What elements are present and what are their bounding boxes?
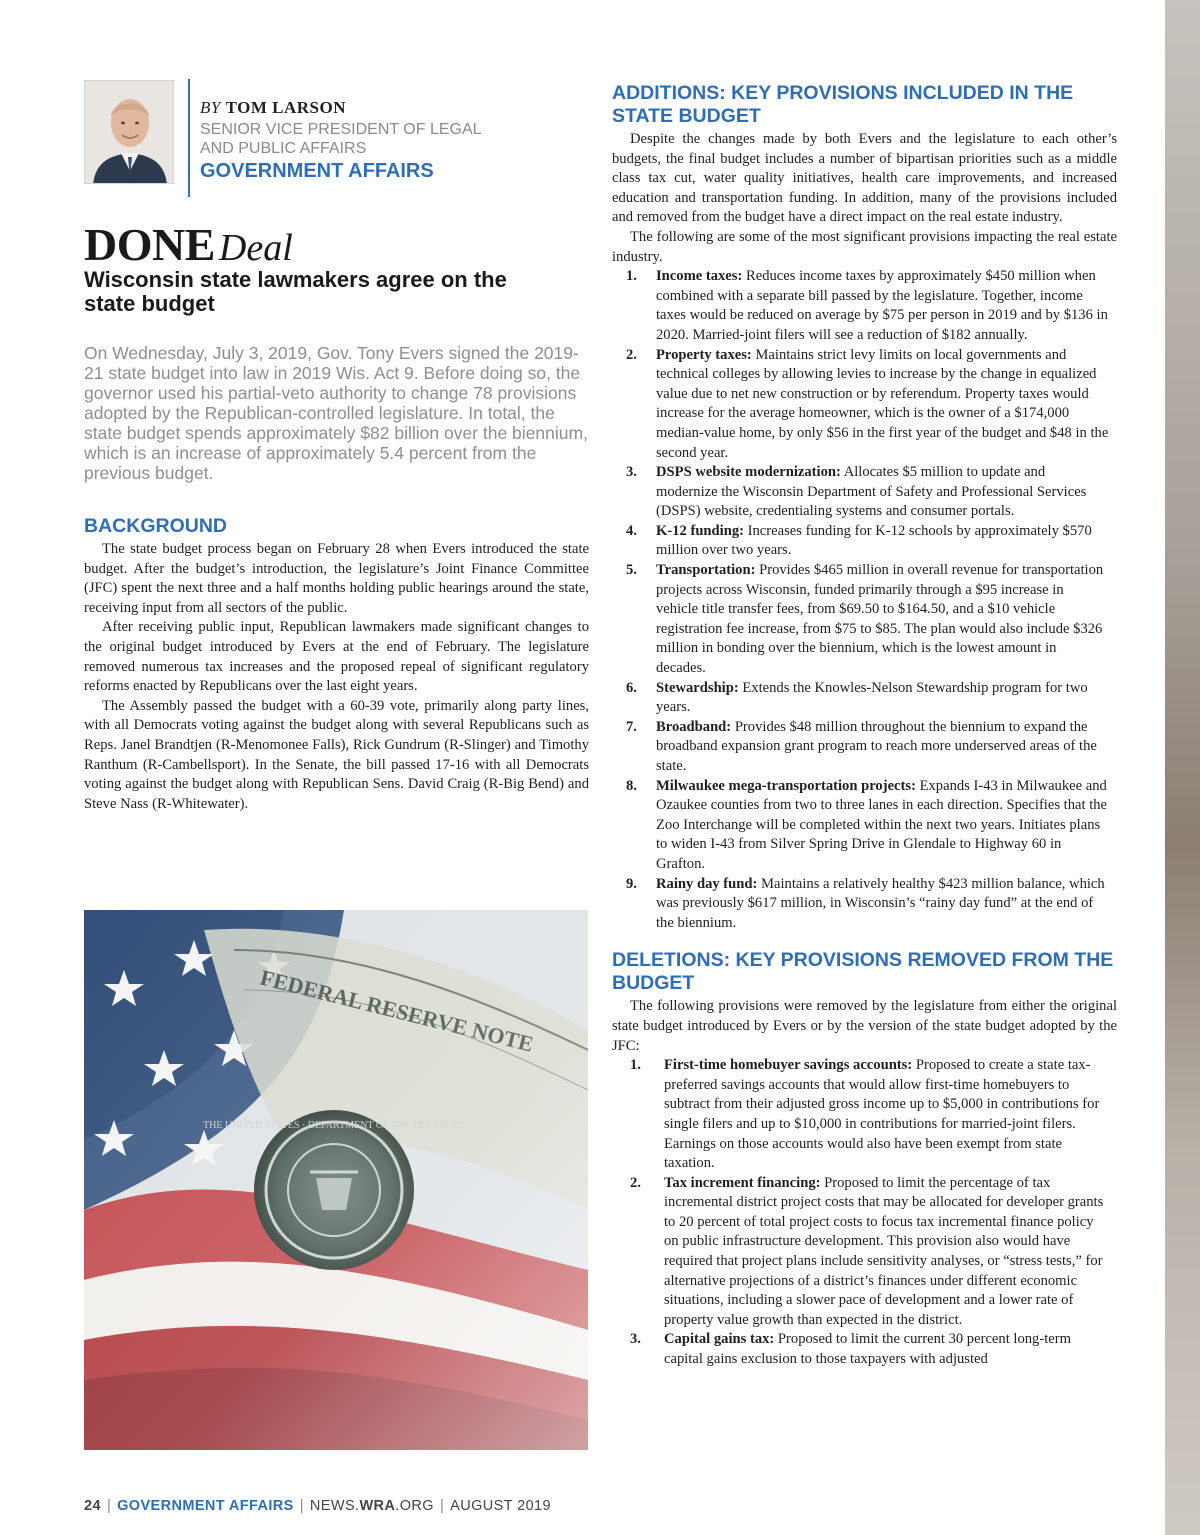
item-title: Stewardship: xyxy=(656,679,739,696)
item-title: Capital gains tax: xyxy=(664,1331,775,1348)
item-title: Income taxes: xyxy=(656,268,743,285)
footer-separator: | xyxy=(299,1498,304,1514)
item-description: Provides $465 million in overall revenue for transportation projects across Wisconsin, funded primarily through a $95 increase in vehicle title transfer fees, from $69.50 to $164.50, and a $10 vehicle registration fee increase, from $75 to $85. The plan would also include $326 million in bonding over the biennium, which is the lowest amount in decades. xyxy=(656,562,1104,677)
list-item xyxy=(612,875,1117,934)
item-text xyxy=(656,346,1117,464)
item-number: 3. xyxy=(630,1331,641,1348)
page-number: 24 xyxy=(84,1498,101,1514)
item-description: Provides $48 million throughout the biennium to expand the broadband expansion grant program to reach more underserved areas of the state. xyxy=(656,718,1097,774)
item-text xyxy=(656,875,1117,934)
background-paragraph-3: The Assembly passed the budget with a 60-39 vote, primarily along party lines, with all Democrats voting against the budget along with several Republicans such as Reps. Janel Brandtjen (R-Menomonee Falls), Rick Gundrum (R-Slinger) and Timothy Ranthum (R-Cambellsport). In the Senate, the bill passed 17-16 with all Democrats voting against the budget along with Republican Sens. David Craig (R-Big Bend) and Steve Nass (R-Whitewater). xyxy=(84,697,589,812)
item-number: 5. xyxy=(626,562,637,579)
flag-and-currency-photo xyxy=(84,910,588,1450)
right-column xyxy=(612,82,1117,1370)
additions-paragraph-2: The following are some of the most significant provisions impacting the real estate industry. xyxy=(612,228,1117,265)
item-text xyxy=(656,718,1117,777)
list-item xyxy=(612,463,1117,522)
item-title: Property taxes: xyxy=(656,346,752,363)
item-text xyxy=(656,679,1117,718)
item-number: 1. xyxy=(626,268,637,285)
footer-date: AUGUST 2019 xyxy=(450,1498,551,1514)
item-number: 7. xyxy=(626,718,637,735)
item-text xyxy=(656,561,1117,679)
item-number: 1. xyxy=(630,1057,641,1074)
list-item xyxy=(612,679,1117,718)
list-item xyxy=(612,522,1117,561)
background-section xyxy=(84,515,589,814)
item-text xyxy=(664,1174,1117,1331)
department-label: GOVERNMENT AFFAIRS xyxy=(200,160,434,182)
footer-site-suffix: .ORG xyxy=(395,1498,434,1514)
item-title: Broadband: xyxy=(656,718,732,735)
deletions-paragraph-1: The following provisions were removed by the legislature from either the original state budget introduced by Evers or by the version of the state budget adopted by the JFC: xyxy=(612,998,1117,1054)
item-description: Proposed to limit the percentage of tax incremental district project costs that may be allocated for developer grants to 20 percent of total project costs to focus tax incremental finance policy on public infrastructure development. This provision also would have required that project plans include sensitivity analyses, or “stress tests,” for alternative projections of a district’s finances under different economic situations, including a slower pace of development and a lower rate of property value growth than expected in the district. xyxy=(664,1174,1104,1328)
background-paragraph-1: The state budget process began on February 28 when Evers introduced the state budget. After the budget’s introduction, the legislature’s Joint Finance Committee (JFC) spent the next three and a half months holding public hearings around the state, receiving input from all sectors of the public. xyxy=(84,541,589,616)
item-number: 9. xyxy=(626,875,637,892)
item-number: 6. xyxy=(626,679,637,696)
item-description: Extends the Knowles-Nelson Stewardship program for two years. xyxy=(656,679,1088,716)
list-item xyxy=(612,718,1117,777)
byline-author xyxy=(200,98,540,118)
item-text xyxy=(664,1056,1117,1174)
footer-separator: | xyxy=(439,1498,445,1514)
item-description: Maintains a relatively healthy $423 million balance, which was previously $617 million, in Wisconsin’s “rainy day fund” at the end of the biennium. xyxy=(656,875,1105,931)
item-number: 8. xyxy=(626,777,637,794)
byline-by: BY xyxy=(200,98,221,117)
item-title: K-12 funding: xyxy=(656,522,744,539)
item-description: Proposed to limit the current 30 percent long-term capital gains exclusion to those taxpayers with adjusted xyxy=(664,1331,1071,1368)
list-item xyxy=(612,346,1117,464)
deletions-heading: DELETIONS: KEY PROVISIONS REMOVED FROM THE BUDGET xyxy=(612,949,1114,995)
headline-italic: Deal xyxy=(218,227,293,269)
list-item xyxy=(612,1174,1117,1331)
background-paragraph-2: After receiving public input, Republican lawmakers made significant changes to the original budget introduced by Evers at the end of February. The legislature removed numerous tax increases and the proposed repeal of significant regulatory reforms enacted by Republicans over the last eight years. xyxy=(84,619,589,695)
additions-list xyxy=(612,267,1117,933)
author-role xyxy=(200,120,540,158)
footer-site xyxy=(310,1498,434,1514)
additions-paragraph-1: Despite the changes made by both Evers and the legislature to each other’s budgets, the final budget includes a number of bipartisan priorities such as a middle class tax cut, water quality initiatives, health care improvements, and increased education and transportation funding. In addition, many of the provisions included and removed from the budget have a direct impact on the real estate industry. xyxy=(612,131,1117,226)
item-description: Proposed to create a state tax-preferred savings accounts that would allow first-time homebuyers to subtract from their adjusted gross income up to $5,000 in contributions for single filers and up to $10,000 in contributions for married-joint filers. Earnings on those accounts would also have been exempt from state taxation. xyxy=(664,1057,1100,1172)
list-item xyxy=(612,777,1117,875)
footer-site-prefix: NEWS. xyxy=(309,1498,360,1514)
item-number: 4. xyxy=(626,522,637,539)
deletions-list xyxy=(612,1056,1117,1370)
author-role-line1: SENIOR VICE PRESIDENT OF LEGAL xyxy=(200,121,482,138)
item-title: First-time homebuyer savings accounts: xyxy=(664,1057,913,1074)
footer-site-brand: WRA xyxy=(359,1498,396,1514)
item-title: Rainy day fund: xyxy=(656,875,758,892)
byline-divider xyxy=(188,79,190,197)
item-text xyxy=(656,522,1117,561)
item-number: 2. xyxy=(626,346,637,363)
author-role-line2: AND PUBLIC AFFAIRS xyxy=(200,140,367,157)
list-item xyxy=(612,267,1117,345)
item-description: Maintains strict levy limits on local governments and technical colleges by allowing levies to increase by the change in equalized value due to net new construction or by referendum. Property taxes would increase for the average homeowner, which is the owner of a $174,000 median-value home, by only $56 in the first year of the budget and $48 in the second year. xyxy=(656,346,1109,461)
intro-paragraph: On Wednesday, July 3, 2019, Gov. Tony Evers signed the 2019-21 state budget into law in 2019 Wis. Act 9. Before doing so, the governor used his partial-veto authority to change 78 provisions adopted by the Republican-controlled legislature. In total, the state budget spends approximately $82 billion over the biennium, which is an increase of approximately 5.4 percent from the previous budget. xyxy=(84,343,588,483)
byline xyxy=(200,98,540,183)
item-number: 2. xyxy=(630,1174,641,1191)
item-text xyxy=(656,267,1117,345)
item-description: Expands I-43 in Milwaukee and Ozaukee counties from two to three lanes in each direction. Specifies that the Zoo Interchange will be completed within the next two years. Initiates plans to widen I-43 from Silver Spring Drive in Glendale to Highway 60 in Grafton. xyxy=(656,777,1108,872)
subheadline: Wisconsin state lawmakers agree on the state budget xyxy=(84,267,507,316)
item-description: Reduces income taxes by approximately $450 million when combined with a separate bill passed by the legislature. Together, income taxes would be reduced on average by $75 per person in 2019 and by $136 in 2020. Married-joint filers will see a reduction of $182 annually. xyxy=(656,268,1108,343)
footer-section: GOVERNMENT AFFAIRS xyxy=(117,1498,294,1514)
list-item xyxy=(612,1056,1117,1174)
page-edge-photo xyxy=(1165,0,1200,1535)
background-body xyxy=(84,540,589,814)
item-text xyxy=(656,777,1117,875)
additions-heading: ADDITIONS: KEY PROVISIONS INCLUDED IN THE STATE BUDGET xyxy=(612,82,1074,127)
list-item xyxy=(612,1330,1117,1369)
item-text xyxy=(664,1330,1117,1369)
item-description: Increases funding for K-12 schools by approximately $570 million over two years. xyxy=(656,522,1092,559)
author-photo xyxy=(84,80,174,184)
author-portrait-icon xyxy=(85,81,174,184)
footer-separator: | xyxy=(106,1498,112,1514)
item-title: DSPS website modernization: xyxy=(656,464,841,481)
item-text xyxy=(656,463,1117,522)
headline-main: DONE xyxy=(84,219,215,270)
item-number: 3. xyxy=(626,464,637,481)
author-name: TOM LARSON xyxy=(225,98,346,117)
item-description: Allocates $5 million to update and modernize the Wisconsin Department of Safety and Professional Services (DSPS) website, credentialing systems and consumer portals. xyxy=(656,464,1087,520)
background-heading: BACKGROUND xyxy=(84,515,227,537)
item-title: Milwaukee mega-transportation projects: xyxy=(656,777,916,794)
page-footer xyxy=(84,1498,551,1514)
item-title: Tax increment financing: xyxy=(664,1174,821,1191)
headline xyxy=(84,218,594,271)
item-title: Transportation: xyxy=(656,562,756,579)
list-item xyxy=(612,561,1117,679)
deletions-body xyxy=(612,997,1117,1056)
flag-currency-illustration xyxy=(84,910,588,1450)
additions-body xyxy=(612,130,1117,267)
